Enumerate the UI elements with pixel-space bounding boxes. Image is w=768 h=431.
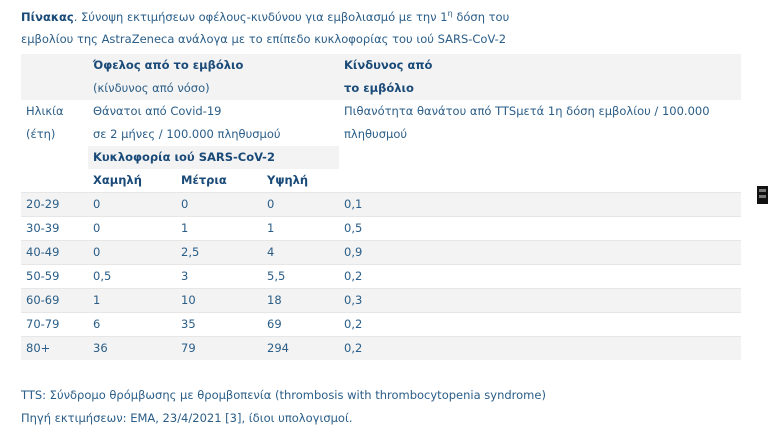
age-label-line-1: Ηλικία xyxy=(26,104,64,118)
risk-cell: 0,5 xyxy=(339,217,741,241)
table-row xyxy=(21,265,741,289)
low-cell: 36 xyxy=(88,337,176,361)
footnote-source: Πηγή εκτιμήσεων: EMA, 23/4/2021 [3], ίδιοι υπολογισμοί. xyxy=(21,411,353,425)
medium-cell: 35 xyxy=(176,313,262,337)
table-row xyxy=(21,193,741,217)
age-label-cell xyxy=(21,100,88,193)
risk-benefit-table xyxy=(21,54,741,360)
high-cell: 0 xyxy=(262,193,339,217)
col-high-header: Υψηλή xyxy=(267,173,309,187)
risk-cell: 0,2 xyxy=(339,313,741,337)
high-cell: 69 xyxy=(262,313,339,337)
risk-cell: 0,3 xyxy=(339,289,741,313)
low-cell: 6 xyxy=(88,313,176,337)
tts-label: Πιθανότητα θανάτου από TTSμετά 1η δόση εμβολίου / 100.000 πληθυσμού xyxy=(344,104,710,141)
high-cell: 294 xyxy=(262,337,339,361)
age-cell: 20-29 xyxy=(21,193,88,217)
age-label-line-2: (έτη) xyxy=(26,127,56,141)
medium-cell: 10 xyxy=(176,289,262,313)
risk-header-line-1: Κίνδυνος από xyxy=(344,58,433,72)
header-empty-cell xyxy=(21,54,88,100)
col-medium-header: Μέτρια xyxy=(181,173,227,187)
age-cell: 50-59 xyxy=(21,265,88,289)
low-cell: 0 xyxy=(88,241,176,265)
tts-label-cell xyxy=(339,100,741,193)
medium-cell: 0 xyxy=(176,193,262,217)
table-row xyxy=(21,217,741,241)
header-row xyxy=(21,54,741,100)
benefit-header: Όφελος από το εμβόλιο xyxy=(93,58,244,72)
deaths-label-cell xyxy=(88,100,339,146)
description-row xyxy=(21,100,741,146)
risk-cell: 0,1 xyxy=(339,193,741,217)
table-row xyxy=(21,241,741,265)
circulation-header: Κυκλοφορία ιού SARS-CoV-2 xyxy=(88,146,339,169)
table-row xyxy=(21,289,741,313)
table-row xyxy=(21,313,741,337)
age-cell: 60-69 xyxy=(21,289,88,313)
deaths-label-line-1: Θάνατοι από Covid-19 xyxy=(93,104,222,118)
low-cell: 0 xyxy=(88,217,176,241)
high-cell: 5,5 xyxy=(262,265,339,289)
age-cell: 80+ xyxy=(21,337,88,361)
caption-text: Σύνοψη εκτιμήσεων οφέλους-κινδύνου για εμβολιασμό με την 1 xyxy=(77,10,448,24)
table-footer xyxy=(21,384,546,430)
risk-header-line-2: το εμβόλιο xyxy=(344,81,414,95)
caption-label: Πίνακας xyxy=(21,10,74,24)
low-cell: 0 xyxy=(88,193,176,217)
benefit-header-cell xyxy=(88,54,339,100)
risk-cell: 0,9 xyxy=(339,241,741,265)
col-low-header: Χαμηλή xyxy=(93,173,142,187)
low-cell: 1 xyxy=(88,289,176,313)
footnote-tts: TTS: Σύνδρομο θρόμβωσης με θρομβοπενία (thrombosis with thrombocytopenia syndrome) xyxy=(21,388,546,402)
medium-cell: 1 xyxy=(176,217,262,241)
deaths-label-line-2: σε 2 μήνες / 100.000 πληθυσμού xyxy=(93,127,281,141)
caption-line-1: Πίνακας. Σύνοψη εκτιμήσεων οφέλους-κινδύνου για εμβολιασμό με την $1^\eta$ δόση του xyxy=(21,9,510,24)
table-row xyxy=(21,337,741,361)
caption-line-2: εμβολίου της AstraZeneca ανάλογα με το επίπεδο κυκλοφορίας του ιού SARS-CoV-2 xyxy=(21,32,507,46)
high-cell: 1 xyxy=(262,217,339,241)
low-cell: 0,5 xyxy=(88,265,176,289)
medium-cell: 79 xyxy=(176,337,262,361)
medium-cell: 2,5 xyxy=(176,241,262,265)
high-cell: 4 xyxy=(262,241,339,265)
caption-superscript: η xyxy=(447,9,453,19)
table-caption xyxy=(21,6,721,50)
age-cell: 70-79 xyxy=(21,313,88,337)
high-cell: 18 xyxy=(262,289,339,313)
age-cell: 30-39 xyxy=(21,217,88,241)
risk-cell: 0,2 xyxy=(339,337,741,361)
benefit-subheader: (κίνδυνος από νόσο) xyxy=(93,81,210,95)
risk-header-cell xyxy=(339,54,741,100)
risk-cell: 0,2 xyxy=(339,265,741,289)
edge-widget[interactable] xyxy=(757,186,768,204)
caption-text-end: δόση του xyxy=(452,10,510,24)
medium-cell: 3 xyxy=(176,265,262,289)
age-cell: 40-49 xyxy=(21,241,88,265)
